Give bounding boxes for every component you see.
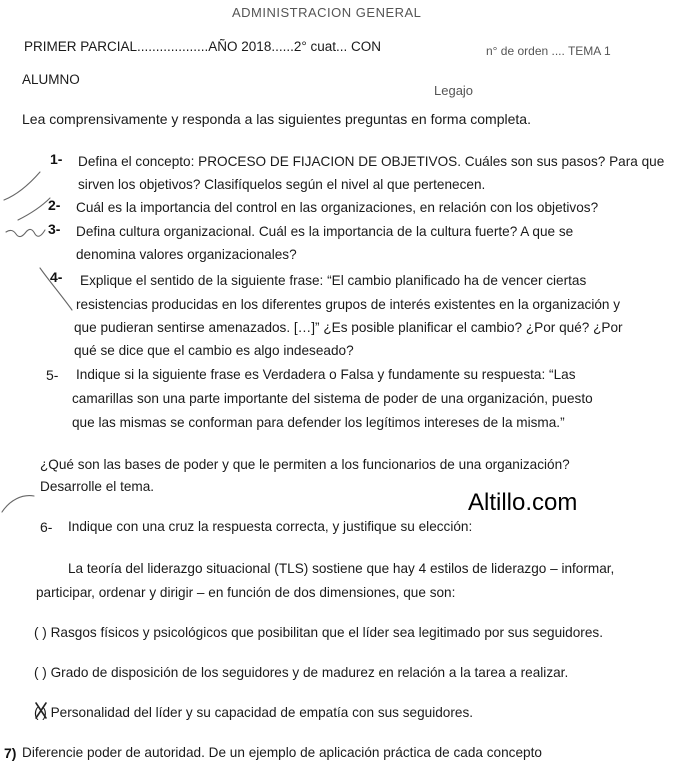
q2-number: 2- [48,197,61,213]
bases-line-2: Desarrolle el tema. [40,479,155,494]
header-order-number: n° de orden .... TEMA 1 [486,44,611,58]
q4-line-3: que pudieran sentirse amenazados. […]” ¿Es posible planificar el cambio? ¿Por qué? ¿Por [74,320,623,335]
q3-line-2: denomina valores organizacionales? [76,247,297,262]
q2-line-1: Cuál es la importancia del control en las organizaciones, en relación con los objetivos? [76,200,599,215]
q6-option-3: ( ) Personalidad del líder y su capacidad de empatía con sus seguidores. [34,705,474,720]
q6-paragraph-2: participar, ordenar y dirigir – en función de dos dimensiones, que son: [36,585,456,600]
q1-line-1: Defina el concepto: PROCESO DE FIJACION DE OBJETIVOS. Cuáles son sus pasos? Para que [78,154,665,169]
exam-title: ADMINISTRACION GENERAL [232,5,422,20]
q1-number: 1- [50,151,63,167]
q4-number: 4- [50,269,63,285]
q7-number: 7) [4,745,17,761]
q1-line-2: sirven los objetivos? Clasifíquelos según el nivel al que pertenecen. [78,177,486,192]
q5-line-2: camarillas son una parte importante del sistema de poder de una organización, puesto [72,391,593,406]
q6-paragraph-1: La teoría del liderazgo situacional (TLS) sostiene que hay 4 estilos de liderazgo – informar, [68,561,615,576]
q4-line-2: resistencias producidas en los diferentes grupos de interés existentes en la organización y [76,297,621,312]
bases-line-1: ¿Qué son las bases de poder y que le permiten a los funcionarios de una organización? [40,457,570,472]
legajo-label: Legajo [434,83,474,98]
q4-line-1: Explique el sentido de la siguiente frase: “El cambio planificado ha de vencer ciertas [80,273,587,288]
q7-line-1: Diferencie poder de autoridad. De un ejemplo de aplicación práctica de cada concepto [22,745,542,760]
instructions: Lea comprensivamente y responda a las siguientes preguntas en forma completa. [22,111,531,127]
q3-line-1: Defina cultura organizacional. Cuál es la importancia de la cultura fuerte? A que se [76,224,574,239]
q3-number: 3- [48,221,61,237]
alumno-label: ALUMNO [22,72,80,87]
q5-line-3: que las mismas se conforman para defender los legítimos intereses de la misma.” [72,415,565,430]
q5-number: 5- [46,367,59,383]
header-line-parcial: PRIMER PARCIAL...................AÑO 2018......2° cuat... CON [24,39,382,54]
q6-number: 6- [40,519,53,535]
q4-line-4: qué se dice que el cambio es algo indeseado? [74,343,354,358]
q6-option-1: ( ) Rasgos físicos y psicológicos que posibilitan que el líder sea legitimado por sus seguidores. [34,625,603,640]
q6-line-1: Indique con una cruz la respuesta correcta, y justifique su elección: [68,519,473,534]
q6-option-2: ( ) Grado de disposición de los seguidores y de madurez en relación a la tarea a realizar. [34,665,569,680]
altillo-watermark: Altillo.com [468,489,578,516]
q5-line-1: Indique si la siguiente frase es Verdadera o Falsa y fundamente su respuesta: “Las [76,367,576,382]
